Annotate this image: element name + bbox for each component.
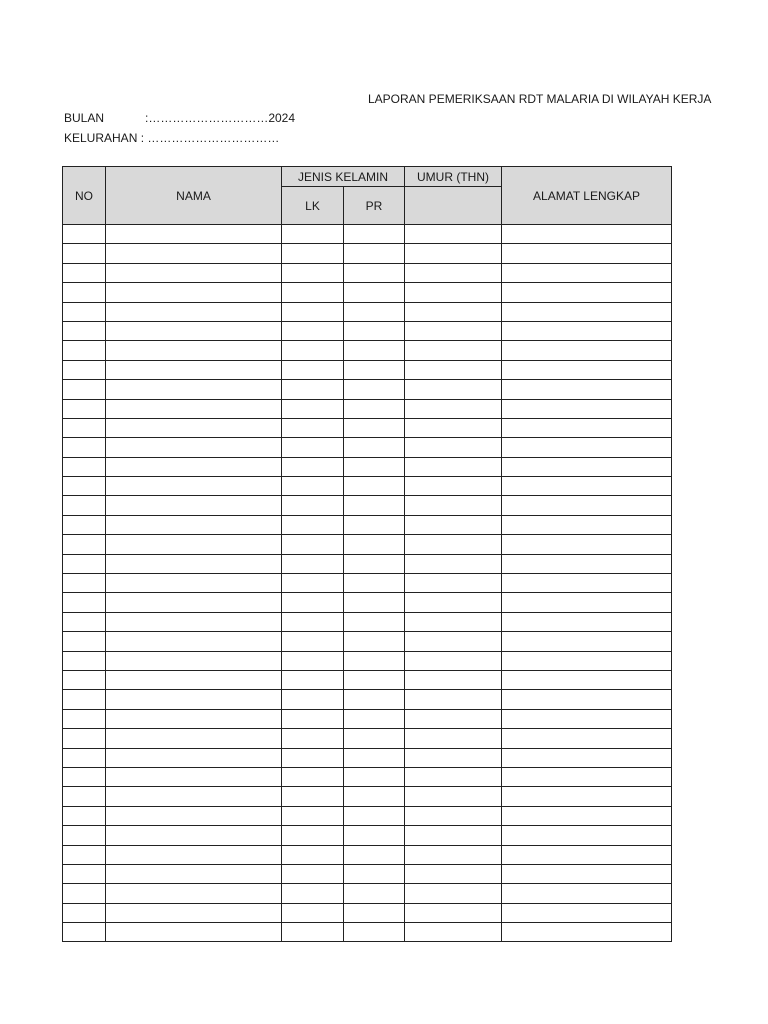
- cell-alamat: [502, 535, 672, 554]
- cell-umur: [405, 360, 502, 379]
- table-row: [63, 574, 672, 593]
- table-row: [63, 496, 672, 515]
- cell-pr: [344, 903, 405, 922]
- table-row: [63, 923, 672, 942]
- table-row: [63, 787, 672, 806]
- cell-lk: [282, 283, 344, 302]
- cell-lk: [282, 845, 344, 864]
- table-row: [63, 244, 672, 263]
- cell-umur: [405, 864, 502, 883]
- cell-lk: [282, 884, 344, 903]
- table-row: [63, 554, 672, 573]
- cell-lk: [282, 864, 344, 883]
- cell-alamat: [502, 729, 672, 748]
- cell-umur: [405, 225, 502, 244]
- cell-lk: [282, 787, 344, 806]
- cell-nama: [106, 632, 282, 651]
- cell-alamat: [502, 593, 672, 612]
- table-row: [63, 806, 672, 825]
- cell-pr: [344, 535, 405, 554]
- cell-nama: [106, 923, 282, 942]
- cell-lk: [282, 515, 344, 534]
- cell-alamat: [502, 438, 672, 457]
- cell-nama: [106, 535, 282, 554]
- cell-nama: [106, 418, 282, 437]
- cell-lk: [282, 244, 344, 263]
- cell-lk: [282, 690, 344, 709]
- cell-lk: [282, 438, 344, 457]
- cell-nama: [106, 767, 282, 786]
- cell-lk: [282, 263, 344, 282]
- cell-lk: [282, 380, 344, 399]
- table-row: [63, 399, 672, 418]
- cell-lk: [282, 457, 344, 476]
- cell-nama: [106, 593, 282, 612]
- cell-pr: [344, 302, 405, 321]
- cell-pr: [344, 845, 405, 864]
- cell-no: [63, 923, 106, 942]
- cell-no: [63, 535, 106, 554]
- cell-alamat: [502, 418, 672, 437]
- cell-umur: [405, 283, 502, 302]
- cell-no: [63, 903, 106, 922]
- cell-lk: [282, 632, 344, 651]
- cell-lk: [282, 535, 344, 554]
- cell-umur: [405, 574, 502, 593]
- cell-umur: [405, 341, 502, 360]
- table-row: [63, 302, 672, 321]
- cell-nama: [106, 903, 282, 922]
- cell-pr: [344, 709, 405, 728]
- table-row: [63, 845, 672, 864]
- cell-umur: [405, 729, 502, 748]
- table-row: [63, 283, 672, 302]
- cell-umur: [405, 515, 502, 534]
- cell-nama: [106, 884, 282, 903]
- cell-nama: [106, 244, 282, 263]
- cell-nama: [106, 574, 282, 593]
- cell-nama: [106, 864, 282, 883]
- cell-umur: [405, 923, 502, 942]
- cell-umur: [405, 321, 502, 340]
- table-row: [63, 632, 672, 651]
- cell-no: [63, 263, 106, 282]
- cell-no: [63, 670, 106, 689]
- cell-umur: [405, 535, 502, 554]
- cell-alamat: [502, 457, 672, 476]
- cell-pr: [344, 826, 405, 845]
- cell-alamat: [502, 806, 672, 825]
- cell-alamat: [502, 283, 672, 302]
- cell-umur: [405, 845, 502, 864]
- cell-nama: [106, 690, 282, 709]
- cell-lk: [282, 496, 344, 515]
- cell-lk: [282, 321, 344, 340]
- cell-no: [63, 554, 106, 573]
- cell-no: [63, 418, 106, 437]
- cell-umur: [405, 903, 502, 922]
- cell-lk: [282, 225, 344, 244]
- cell-umur: [405, 438, 502, 457]
- cell-lk: [282, 923, 344, 942]
- cell-alamat: [502, 709, 672, 728]
- cell-alamat: [502, 302, 672, 321]
- cell-nama: [106, 321, 282, 340]
- cell-pr: [344, 283, 405, 302]
- cell-nama: [106, 515, 282, 534]
- cell-umur: [405, 399, 502, 418]
- table-body: [63, 225, 672, 942]
- cell-pr: [344, 399, 405, 418]
- cell-nama: [106, 709, 282, 728]
- cell-alamat: [502, 670, 672, 689]
- cell-nama: [106, 729, 282, 748]
- cell-lk: [282, 341, 344, 360]
- cell-alamat: [502, 923, 672, 942]
- table-row: [63, 360, 672, 379]
- cell-umur: [405, 612, 502, 631]
- cell-umur: [405, 380, 502, 399]
- cell-umur: [405, 767, 502, 786]
- header-umur: UMUR (THN): [405, 167, 502, 187]
- cell-alamat: [502, 341, 672, 360]
- cell-lk: [282, 302, 344, 321]
- cell-lk: [282, 806, 344, 825]
- cell-nama: [106, 341, 282, 360]
- table-row: [63, 477, 672, 496]
- cell-no: [63, 806, 106, 825]
- cell-nama: [106, 748, 282, 767]
- table-row: [63, 380, 672, 399]
- cell-pr: [344, 787, 405, 806]
- cell-umur: [405, 457, 502, 476]
- cell-lk: [282, 418, 344, 437]
- kelurahan-row: [64, 131, 279, 145]
- cell-nama: [106, 457, 282, 476]
- cell-no: [63, 360, 106, 379]
- cell-alamat: [502, 903, 672, 922]
- cell-no: [63, 496, 106, 515]
- cell-pr: [344, 729, 405, 748]
- table-row: [63, 457, 672, 476]
- cell-lk: [282, 709, 344, 728]
- header-no: NO: [63, 167, 106, 225]
- table-row: [63, 884, 672, 903]
- table-row: [63, 903, 672, 922]
- cell-pr: [344, 574, 405, 593]
- cell-alamat: [502, 826, 672, 845]
- cell-alamat: [502, 845, 672, 864]
- cell-alamat: [502, 263, 672, 282]
- cell-lk: [282, 670, 344, 689]
- cell-pr: [344, 380, 405, 399]
- cell-no: [63, 244, 106, 263]
- cell-pr: [344, 515, 405, 534]
- cell-lk: [282, 574, 344, 593]
- cell-pr: [344, 748, 405, 767]
- header-umur-blank: [405, 187, 502, 225]
- cell-no: [63, 380, 106, 399]
- cell-no: [63, 826, 106, 845]
- cell-no: [63, 651, 106, 670]
- table-row: [63, 612, 672, 631]
- cell-no: [63, 632, 106, 651]
- cell-pr: [344, 321, 405, 340]
- cell-nama: [106, 225, 282, 244]
- table-row: [63, 709, 672, 728]
- cell-lk: [282, 826, 344, 845]
- cell-umur: [405, 690, 502, 709]
- cell-nama: [106, 496, 282, 515]
- cell-nama: [106, 360, 282, 379]
- table-row: [63, 670, 672, 689]
- cell-no: [63, 574, 106, 593]
- cell-no: [63, 729, 106, 748]
- cell-lk: [282, 554, 344, 573]
- cell-alamat: [502, 787, 672, 806]
- cell-alamat: [502, 225, 672, 244]
- cell-umur: [405, 477, 502, 496]
- table-row: [63, 263, 672, 282]
- cell-lk: [282, 903, 344, 922]
- cell-umur: [405, 670, 502, 689]
- cell-umur: [405, 302, 502, 321]
- cell-nama: [106, 787, 282, 806]
- cell-nama: [106, 302, 282, 321]
- header-alamat: ALAMAT LENGKAP: [502, 167, 672, 225]
- cell-no: [63, 787, 106, 806]
- cell-umur: [405, 787, 502, 806]
- cell-alamat: [502, 612, 672, 631]
- cell-pr: [344, 632, 405, 651]
- cell-nama: [106, 399, 282, 418]
- cell-alamat: [502, 864, 672, 883]
- table-row: [63, 225, 672, 244]
- cell-umur: [405, 496, 502, 515]
- cell-lk: [282, 477, 344, 496]
- bulan-value: :…………………………2024: [145, 111, 296, 125]
- cell-nama: [106, 845, 282, 864]
- cell-pr: [344, 767, 405, 786]
- kelurahan-value: : ……………………………: [137, 131, 280, 145]
- cell-alamat: [502, 767, 672, 786]
- cell-alamat: [502, 632, 672, 651]
- table-row: [63, 826, 672, 845]
- table-row: [63, 593, 672, 612]
- cell-pr: [344, 477, 405, 496]
- cell-pr: [344, 612, 405, 631]
- kelurahan-label: KELURAHAN: [64, 131, 138, 145]
- cell-pr: [344, 593, 405, 612]
- cell-pr: [344, 263, 405, 282]
- cell-umur: [405, 826, 502, 845]
- cell-no: [63, 593, 106, 612]
- cell-nama: [106, 651, 282, 670]
- table-row: [63, 341, 672, 360]
- cell-alamat: [502, 399, 672, 418]
- cell-lk: [282, 651, 344, 670]
- header-lk: LK: [282, 187, 344, 225]
- cell-lk: [282, 767, 344, 786]
- cell-umur: [405, 884, 502, 903]
- cell-alamat: [502, 380, 672, 399]
- cell-no: [63, 283, 106, 302]
- table-row: [63, 748, 672, 767]
- cell-alamat: [502, 477, 672, 496]
- cell-pr: [344, 864, 405, 883]
- cell-no: [63, 477, 106, 496]
- header-jenis-kelamin: JENIS KELAMIN: [282, 167, 405, 187]
- cell-pr: [344, 457, 405, 476]
- cell-alamat: [502, 651, 672, 670]
- cell-pr: [344, 225, 405, 244]
- cell-nama: [106, 826, 282, 845]
- cell-no: [63, 341, 106, 360]
- cell-no: [63, 457, 106, 476]
- cell-alamat: [502, 554, 672, 573]
- cell-umur: [405, 806, 502, 825]
- cell-nama: [106, 612, 282, 631]
- cell-pr: [344, 690, 405, 709]
- cell-pr: [344, 360, 405, 379]
- cell-lk: [282, 748, 344, 767]
- cell-no: [63, 612, 106, 631]
- cell-umur: [405, 554, 502, 573]
- cell-umur: [405, 651, 502, 670]
- cell-lk: [282, 729, 344, 748]
- cell-alamat: [502, 690, 672, 709]
- table-header: [63, 167, 672, 225]
- cell-alamat: [502, 244, 672, 263]
- cell-no: [63, 321, 106, 340]
- cell-nama: [106, 554, 282, 573]
- cell-alamat: [502, 515, 672, 534]
- cell-no: [63, 767, 106, 786]
- table-row: [63, 321, 672, 340]
- cell-umur: [405, 632, 502, 651]
- cell-nama: [106, 283, 282, 302]
- cell-umur: [405, 263, 502, 282]
- cell-no: [63, 845, 106, 864]
- cell-pr: [344, 806, 405, 825]
- report-table: [62, 166, 672, 942]
- cell-nama: [106, 263, 282, 282]
- cell-lk: [282, 399, 344, 418]
- report-title: LAPORAN PEMERIKSAAN RDT MALARIA DI WILAYAH KERJA: [368, 92, 712, 106]
- cell-no: [63, 864, 106, 883]
- cell-umur: [405, 748, 502, 767]
- table-row: [63, 535, 672, 554]
- cell-no: [63, 690, 106, 709]
- cell-lk: [282, 612, 344, 631]
- cell-no: [63, 302, 106, 321]
- cell-nama: [106, 438, 282, 457]
- header-pr: PR: [344, 187, 405, 225]
- cell-nama: [106, 477, 282, 496]
- cell-pr: [344, 884, 405, 903]
- table-row: [63, 729, 672, 748]
- cell-no: [63, 225, 106, 244]
- cell-no: [63, 438, 106, 457]
- cell-no: [63, 515, 106, 534]
- cell-no: [63, 709, 106, 728]
- cell-umur: [405, 593, 502, 612]
- table-row: [63, 418, 672, 437]
- cell-pr: [344, 341, 405, 360]
- table-row: [63, 515, 672, 534]
- cell-pr: [344, 651, 405, 670]
- cell-pr: [344, 923, 405, 942]
- table-row: [63, 767, 672, 786]
- header-nama: NAMA: [106, 167, 282, 225]
- cell-nama: [106, 806, 282, 825]
- bulan-row: [64, 111, 295, 125]
- cell-no: [63, 399, 106, 418]
- table-row: [63, 438, 672, 457]
- cell-nama: [106, 670, 282, 689]
- table-row: [63, 690, 672, 709]
- cell-pr: [344, 670, 405, 689]
- cell-alamat: [502, 748, 672, 767]
- cell-pr: [344, 438, 405, 457]
- cell-alamat: [502, 321, 672, 340]
- cell-alamat: [502, 574, 672, 593]
- cell-pr: [344, 244, 405, 263]
- cell-umur: [405, 418, 502, 437]
- cell-no: [63, 748, 106, 767]
- cell-pr: [344, 418, 405, 437]
- table-row: [63, 651, 672, 670]
- cell-umur: [405, 709, 502, 728]
- cell-umur: [405, 244, 502, 263]
- cell-alamat: [502, 360, 672, 379]
- cell-no: [63, 884, 106, 903]
- cell-lk: [282, 593, 344, 612]
- cell-nama: [106, 380, 282, 399]
- cell-alamat: [502, 884, 672, 903]
- cell-pr: [344, 496, 405, 515]
- bulan-label: BULAN: [64, 111, 105, 125]
- cell-alamat: [502, 496, 672, 515]
- cell-lk: [282, 360, 344, 379]
- cell-pr: [344, 554, 405, 573]
- table-row: [63, 864, 672, 883]
